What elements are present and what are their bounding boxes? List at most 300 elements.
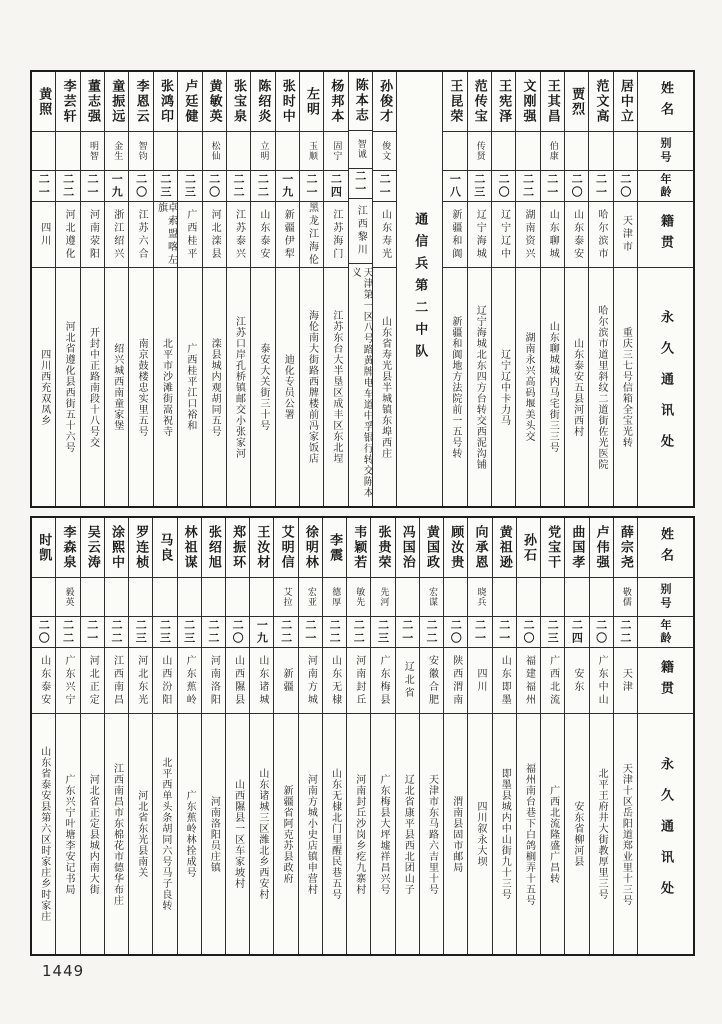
person-origin-cell <box>251 202 274 268</box>
person-origin: 广西桂平 <box>184 208 196 261</box>
person-age: 二二 <box>521 173 535 199</box>
person-origin-cell <box>274 648 297 714</box>
person-address-cell <box>178 268 201 506</box>
person-age: 二〇 <box>497 173 511 199</box>
person-age-cell <box>81 617 104 648</box>
person-address-cell <box>56 714 79 954</box>
person-name-cell <box>444 518 467 578</box>
person-age-cell <box>274 617 297 648</box>
person-column <box>323 518 347 954</box>
header-alias-cell <box>638 132 693 171</box>
person-origin-cell <box>56 648 79 714</box>
person-name: 艾明信 <box>278 525 294 570</box>
person-age: 二〇 <box>521 619 535 645</box>
person-address: 重庆三七号信箱全宝光转 <box>620 326 632 448</box>
person-alias-cell <box>154 132 177 171</box>
person-origin: 河北正定 <box>87 654 99 707</box>
header-origin-cell <box>638 648 693 714</box>
person-age-cell <box>178 171 201 202</box>
header-age-label: 年龄 <box>659 173 672 199</box>
person-name: 黄国政 <box>424 525 439 570</box>
person-origin: 河北遵化 <box>63 208 75 261</box>
person-alias: 德厚 <box>330 587 341 607</box>
header-address-label: 永久通讯处 <box>658 756 673 912</box>
person-column <box>614 518 638 954</box>
person-address: 即墨县城内中山街九十三号 <box>499 768 511 900</box>
person-origin-cell <box>396 648 419 714</box>
person-address-cell <box>614 268 637 506</box>
person-column <box>276 72 300 506</box>
person-column <box>129 72 153 506</box>
header-address-cell <box>638 268 693 506</box>
person-column <box>153 518 177 954</box>
person-age: 二〇 <box>618 173 632 199</box>
person-origin: 江苏六合 <box>136 208 148 261</box>
person-column <box>347 518 371 954</box>
person-name: 陈绍炎 <box>255 79 271 124</box>
person-age: 一九 <box>110 173 124 199</box>
person-origin: 新疆伊犁 <box>282 208 294 261</box>
person-alias: 宏亚 <box>305 587 316 607</box>
person-name: 杨邦本 <box>328 79 344 124</box>
person-address-cell <box>493 714 516 954</box>
person-name-cell <box>468 72 491 132</box>
person-name-cell <box>274 518 297 578</box>
person-origin: 河南洛阳 <box>208 654 220 707</box>
person-alias: 伯康 <box>547 141 558 161</box>
person-origin: 广东梅县 <box>378 654 390 707</box>
person-alias-cell <box>129 132 152 171</box>
person-origin: 天津 <box>620 667 632 694</box>
person-origin: 山西汾阳 <box>159 654 171 707</box>
person-origin-cell <box>468 202 491 268</box>
person-address-cell <box>299 714 322 954</box>
person-age: 一八 <box>448 173 462 199</box>
directory-table-top <box>30 70 695 508</box>
person-address-cell <box>300 268 323 506</box>
person-column <box>565 72 589 506</box>
person-column <box>32 518 56 954</box>
person-address-cell <box>371 714 394 954</box>
person-origin: 卓索盟喀左旗 <box>155 202 177 267</box>
person-age: 二二 <box>618 619 632 645</box>
person-origin-cell <box>565 202 588 268</box>
person-origin-cell <box>250 648 273 714</box>
unit-divider-column <box>397 72 443 506</box>
person-origin: 广东中山 <box>596 654 608 707</box>
person-name-cell <box>105 72 128 132</box>
header-alias-label: 别号 <box>659 583 672 611</box>
person-name-cell <box>202 518 225 578</box>
person-address: 海伦南大街路西牌楼前冯家饭店 <box>306 310 318 464</box>
person-origin: 安徽合肥 <box>426 654 438 707</box>
person-name: 黄祖逊 <box>496 525 512 570</box>
person-name-cell <box>347 518 370 578</box>
person-address-cell <box>443 268 466 506</box>
person-alias-cell <box>373 132 396 171</box>
person-address: 山东诸城三区潍北乡西安村 <box>256 768 268 900</box>
person-age-cell <box>32 171 55 202</box>
person-address: 山东聊城城内马宅街三三号 <box>547 321 559 453</box>
person-address-cell <box>323 714 346 954</box>
person-column <box>202 518 226 954</box>
person-address: 山东泰安五县河西村 <box>571 337 583 437</box>
person-address: 安东省柳河县 <box>571 801 583 867</box>
person-alias-cell <box>590 578 613 617</box>
person-name: 马良 <box>157 532 173 563</box>
person-alias-cell <box>349 131 372 169</box>
person-alias-cell <box>56 132 79 171</box>
person-age-cell <box>443 171 466 202</box>
person-origin: 河南荥阳 <box>87 208 99 261</box>
person-age-cell <box>565 171 588 202</box>
person-address: 广西桂平江口裕和 <box>184 343 196 431</box>
person-alias-cell <box>347 578 370 617</box>
person-column <box>81 72 105 506</box>
person-name: 顾汝贵 <box>448 525 464 570</box>
person-alias: 敬儒 <box>620 587 631 607</box>
person-name-cell <box>468 518 491 578</box>
person-alias-cell <box>541 132 564 171</box>
person-address-cell <box>202 714 225 954</box>
person-address: 广西北流隆盛广昌转 <box>547 784 559 884</box>
person-age-cell <box>565 617 588 648</box>
person-address-cell <box>276 268 299 506</box>
person-age-cell <box>251 171 274 202</box>
person-alias-cell <box>323 578 346 617</box>
person-column <box>590 518 614 954</box>
person-address: 广东兴宁叶塘李安记书局 <box>62 773 74 895</box>
person-column <box>324 72 348 506</box>
person-address-cell <box>129 268 152 506</box>
person-name: 张绍旭 <box>205 525 221 570</box>
person-column <box>300 72 324 506</box>
person-origin-cell <box>420 648 443 714</box>
person-age: 二二 <box>352 619 366 645</box>
person-column <box>493 518 517 954</box>
person-age-cell <box>396 617 419 648</box>
person-origin: 广西北流 <box>547 654 559 707</box>
person-column <box>250 518 274 954</box>
person-origin-cell <box>349 199 372 264</box>
person-name: 徐明林 <box>302 525 318 570</box>
person-column <box>178 72 202 506</box>
person-alias-cell <box>371 578 394 617</box>
person-address-cell <box>32 268 55 506</box>
person-column <box>565 518 589 954</box>
person-origin: 广东兴宁 <box>62 654 74 707</box>
person-name-cell <box>517 518 540 578</box>
person-origin: 新疆 <box>281 667 293 694</box>
person-address-cell <box>468 268 491 506</box>
person-address: 河南洛阳员庄镇 <box>208 795 220 873</box>
person-age-cell <box>276 171 299 202</box>
person-age-cell <box>178 617 201 648</box>
person-origin: 辽宁辽中 <box>498 208 510 261</box>
person-address: 天津第一区八号路黄牌电车道中孚银行转交陈本义 <box>349 266 372 498</box>
person-origin: 山东寿光 <box>379 208 391 261</box>
person-origin: 江西黎川 <box>355 204 367 257</box>
person-origin: 新疆和阗 <box>449 208 461 261</box>
person-name: 冯国治 <box>399 525 415 570</box>
person-age: 二三 <box>158 619 172 645</box>
person-column <box>541 72 565 506</box>
person-name: 党宝干 <box>545 525 561 570</box>
person-name: 曲国孝 <box>569 525 585 570</box>
person-name-cell <box>541 518 564 578</box>
person-name: 韦颖若 <box>351 525 367 570</box>
person-age: 二三 <box>134 619 148 645</box>
person-column <box>468 72 492 506</box>
person-address-cell <box>226 714 249 954</box>
person-name-cell <box>227 72 250 132</box>
person-column <box>516 72 540 506</box>
person-age: 二三 <box>546 619 560 645</box>
person-address: 泰安大关街三十号 <box>257 343 269 431</box>
person-address-cell <box>349 264 372 506</box>
person-address-cell <box>517 714 540 954</box>
person-origin: 福建福州 <box>523 654 535 707</box>
person-name-cell <box>371 518 394 578</box>
person-address: 天津十区岳阳道郑业里十三号 <box>620 762 632 906</box>
person-column <box>203 72 227 506</box>
person-name-cell <box>516 72 539 132</box>
person-alias-cell <box>81 578 104 617</box>
person-name: 范文高 <box>593 79 609 124</box>
person-origin-cell <box>178 648 201 714</box>
person-column <box>227 72 251 506</box>
person-alias: 立明 <box>258 141 269 161</box>
person-origin: 山东无棣 <box>329 654 341 707</box>
person-age-cell <box>590 617 613 648</box>
person-address-cell <box>203 268 226 506</box>
person-age: 一九 <box>280 173 294 199</box>
person-age: 二三 <box>158 173 172 199</box>
person-origin-cell <box>299 648 322 714</box>
person-name-cell <box>81 518 104 578</box>
person-alias: 先河 <box>378 587 389 607</box>
person-origin: 河北东光 <box>135 654 147 707</box>
person-column <box>420 518 444 954</box>
person-alias-cell <box>589 132 612 171</box>
person-column <box>251 72 275 506</box>
person-age: 二〇 <box>449 619 463 645</box>
person-alias: 艾拉 <box>281 587 292 607</box>
person-column <box>178 518 202 954</box>
person-age: 二四 <box>329 173 343 199</box>
header-age-cell <box>638 617 693 648</box>
person-age-cell <box>517 617 540 648</box>
person-column <box>154 72 178 506</box>
person-origin-cell <box>323 648 346 714</box>
person-origin-cell <box>614 648 637 714</box>
person-address: 哈尔滨市道里斜纹二道街佐光医院 <box>595 304 607 470</box>
person-alias: 智诚 <box>355 139 366 160</box>
person-column <box>492 72 516 506</box>
person-age-cell <box>349 169 372 199</box>
person-address: 山东省寿光县半城镇东埠西庄 <box>379 315 391 459</box>
person-name-cell <box>81 72 104 132</box>
person-name-cell <box>420 518 443 578</box>
person-name: 张时中 <box>279 79 295 124</box>
page-sheet <box>30 70 695 956</box>
person-age-cell <box>81 171 104 202</box>
person-alias-cell <box>443 132 466 171</box>
person-column <box>517 518 541 954</box>
person-column <box>373 72 397 506</box>
person-name: 罗连桢 <box>133 525 149 570</box>
person-address: 江苏口岸孔桥镇邮交小张家河 <box>233 315 245 459</box>
person-age: 二一 <box>85 619 99 645</box>
person-address: 河南封丘沙岗乡疙九寨村 <box>353 773 365 895</box>
person-origin-cell <box>516 202 539 268</box>
person-alias-cell <box>227 132 250 171</box>
person-alias: 明智 <box>87 141 98 161</box>
person-alias-cell <box>32 578 55 617</box>
person-age-cell <box>56 171 79 202</box>
person-name-cell <box>373 72 396 132</box>
person-address: 河北省遵化县西街五十六号 <box>63 321 75 453</box>
person-name-cell <box>56 518 79 578</box>
header-age-cell <box>638 171 693 202</box>
person-age: 二二 <box>328 619 342 645</box>
person-origin-cell <box>129 648 152 714</box>
person-age: 二〇 <box>594 619 608 645</box>
person-alias-cell <box>153 578 176 617</box>
header-name-label: 姓名 <box>658 526 673 569</box>
person-name: 王汝材 <box>254 525 270 570</box>
person-address: 北平王府井大街教厚里三号 <box>596 768 608 900</box>
person-name-cell <box>396 518 419 578</box>
person-name-cell <box>614 72 637 132</box>
person-column <box>32 72 56 506</box>
person-name-cell <box>300 72 323 132</box>
person-address: 河北省东光县南关 <box>135 790 147 878</box>
person-origin: 广东蕉岭 <box>184 654 196 707</box>
person-origin-cell <box>589 202 612 268</box>
person-name: 黄敏英 <box>206 79 222 124</box>
person-alias: 毅英 <box>63 587 74 607</box>
person-alias-cell <box>81 132 104 171</box>
person-column <box>444 518 468 954</box>
person-name: 王宪泽 <box>496 79 512 124</box>
person-age: 二一 <box>497 619 511 645</box>
person-name-cell <box>541 72 564 132</box>
person-age: 二二 <box>256 173 270 199</box>
person-address: 江苏东台大半垦区成丰区东北埕 <box>330 310 342 464</box>
person-age: 二三 <box>182 619 196 645</box>
header-age-label: 年龄 <box>659 619 672 645</box>
person-age: 二一 <box>545 173 559 199</box>
person-column <box>105 518 129 954</box>
unit-divider-label: 通信兵第二中队 <box>412 212 428 366</box>
person-alias: 宏谋 <box>427 587 437 607</box>
person-alias-cell <box>468 132 491 171</box>
person-column <box>56 518 80 954</box>
person-alias-cell <box>324 132 347 171</box>
person-name-cell <box>105 518 128 578</box>
person-origin-cell <box>444 648 467 714</box>
person-age: 二〇 <box>37 619 51 645</box>
person-name-cell <box>349 72 372 131</box>
person-age: 二二 <box>279 619 293 645</box>
person-origin-cell <box>81 202 104 268</box>
person-address-cell <box>541 714 564 954</box>
person-origin: 河南方城 <box>305 654 317 707</box>
person-address-cell <box>565 268 588 506</box>
person-origin: 辽宁海城 <box>474 208 486 261</box>
person-age-cell <box>420 617 443 648</box>
person-origin-cell <box>324 202 347 268</box>
person-age-cell <box>373 171 396 202</box>
person-address-cell <box>105 714 128 954</box>
person-name: 居中立 <box>617 79 633 124</box>
person-alias: 玉顺 <box>307 141 318 161</box>
person-age-cell <box>203 171 226 202</box>
person-age-cell <box>541 617 564 648</box>
person-address: 四川西充双凤乡 <box>38 348 50 426</box>
person-address-cell <box>324 268 347 506</box>
person-address-cell <box>56 268 79 506</box>
person-name: 张鸿印 <box>157 79 173 124</box>
person-origin: 江苏泰兴 <box>233 208 245 261</box>
person-age: 一九 <box>255 619 269 645</box>
person-address: 天津市东马路六吉里十号 <box>426 773 438 895</box>
person-address: 辽宁海城北东四方台转交西泥沟铺 <box>474 304 486 470</box>
person-origin-cell <box>32 202 55 268</box>
person-origin: 辽北省 <box>402 661 414 700</box>
person-age: 二二 <box>232 173 246 199</box>
person-age: 二二 <box>61 173 75 199</box>
person-age: 二一 <box>37 173 51 199</box>
person-address-cell <box>396 714 419 954</box>
person-address-cell <box>590 714 613 954</box>
person-age-cell <box>227 171 250 202</box>
person-origin-cell <box>517 648 540 714</box>
person-name-cell <box>32 518 55 578</box>
person-name-cell <box>323 518 346 578</box>
header-origin-label: 籍贯 <box>658 213 673 256</box>
person-address-cell <box>154 268 177 506</box>
person-age: 二三 <box>376 619 390 645</box>
person-address-cell <box>251 268 274 506</box>
person-origin-cell <box>468 648 491 714</box>
person-origin: 山东诸城 <box>256 654 268 707</box>
person-address: 广东梅县大坪墟祥昌兴号 <box>378 773 390 895</box>
person-address: 北平西单头条胡同六号马子良转 <box>159 757 171 911</box>
person-alias-cell <box>251 132 274 171</box>
person-name: 文刚强 <box>520 79 536 124</box>
person-name: 张贵荣 <box>375 525 391 570</box>
person-alias-cell <box>492 132 515 171</box>
person-address: 山东省泰安县第六区时家庄乡时家庄 <box>38 746 50 922</box>
person-name: 薛宗尧 <box>617 525 633 570</box>
person-origin-cell <box>81 648 104 714</box>
person-origin-cell <box>154 202 177 268</box>
person-name-cell <box>129 72 152 132</box>
person-age-cell <box>202 617 225 648</box>
person-address-cell <box>105 268 128 506</box>
person-origin-cell <box>226 648 249 714</box>
person-origin-cell <box>202 648 225 714</box>
person-alias-cell <box>129 578 152 617</box>
person-name-cell <box>153 518 176 578</box>
person-age: 二一 <box>594 173 608 199</box>
person-address: 江西南昌市东棉花市德华布庄 <box>111 762 123 906</box>
person-alias-cell <box>276 132 299 171</box>
person-address-cell <box>32 714 55 954</box>
person-address-cell <box>373 268 396 506</box>
